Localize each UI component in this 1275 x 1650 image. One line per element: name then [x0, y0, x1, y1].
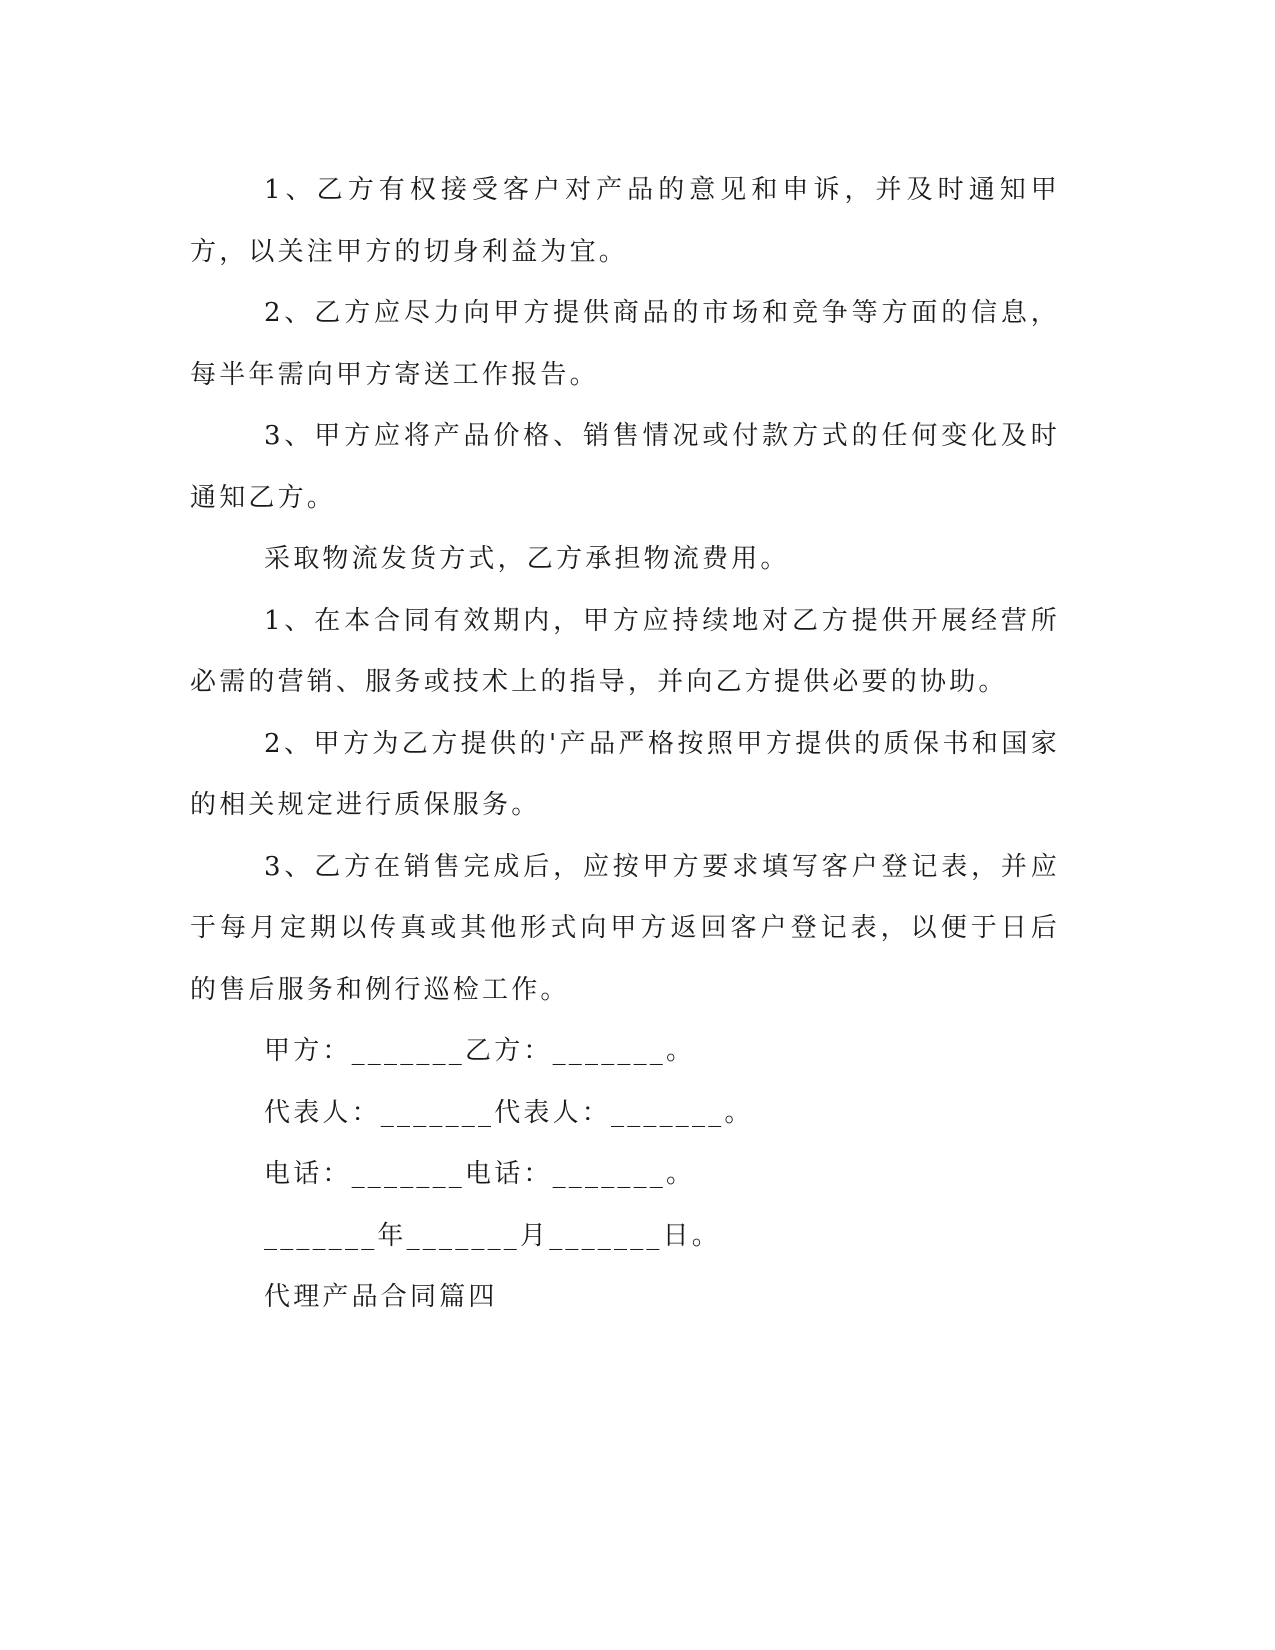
clause-paragraph: 2、乙方应尽力向甲方提供商品的市场和竞争等方面的信息，每半年需向甲方寄送工作报告。: [190, 298, 1060, 390]
clause-paragraph: 1、乙方有权接受客户对产品的意见和申诉，并及时通知甲方，以关注甲方的切身利益为宜。: [190, 175, 1060, 267]
date-line: _______年_______月_______日。: [264, 1220, 722, 1251]
clause-paragraph: 3、甲方应将产品价格、销售情况或付款方式的任何变化及时通知乙方。: [190, 421, 1060, 513]
clause-paragraph: 3、乙方在销售完成后，应按甲方要求填写客户登记表，并应于每月定期以传真或其他形式向甲方返回客户登记表，以便于日后的售后服务和例行巡检工作。: [190, 851, 1060, 1005]
shipping-paragraph: 采取物流发货方式，乙方承担物流费用。: [264, 544, 790, 574]
clause-paragraph: 2、甲方为乙方提供的'产品严格按照甲方提供的质保书和国家的相关规定进行质保服务。: [190, 728, 1060, 820]
party-signature-line: 甲方：_______乙方：_______。: [264, 1036, 696, 1066]
phone-line: 电话：_______电话：_______。: [264, 1159, 696, 1189]
representative-signature-line: 代表人：_______代表人：_______。: [264, 1097, 754, 1128]
section-heading: 代理产品合同篇四: [264, 1282, 498, 1312]
clause-paragraph: 1、在本合同有效期内，甲方应持续地对乙方提供开展经营所必需的营销、服务或技术上的指导，并向乙方提供必要的协助。: [190, 605, 1060, 697]
document-body: [190, 160, 1060, 1329]
